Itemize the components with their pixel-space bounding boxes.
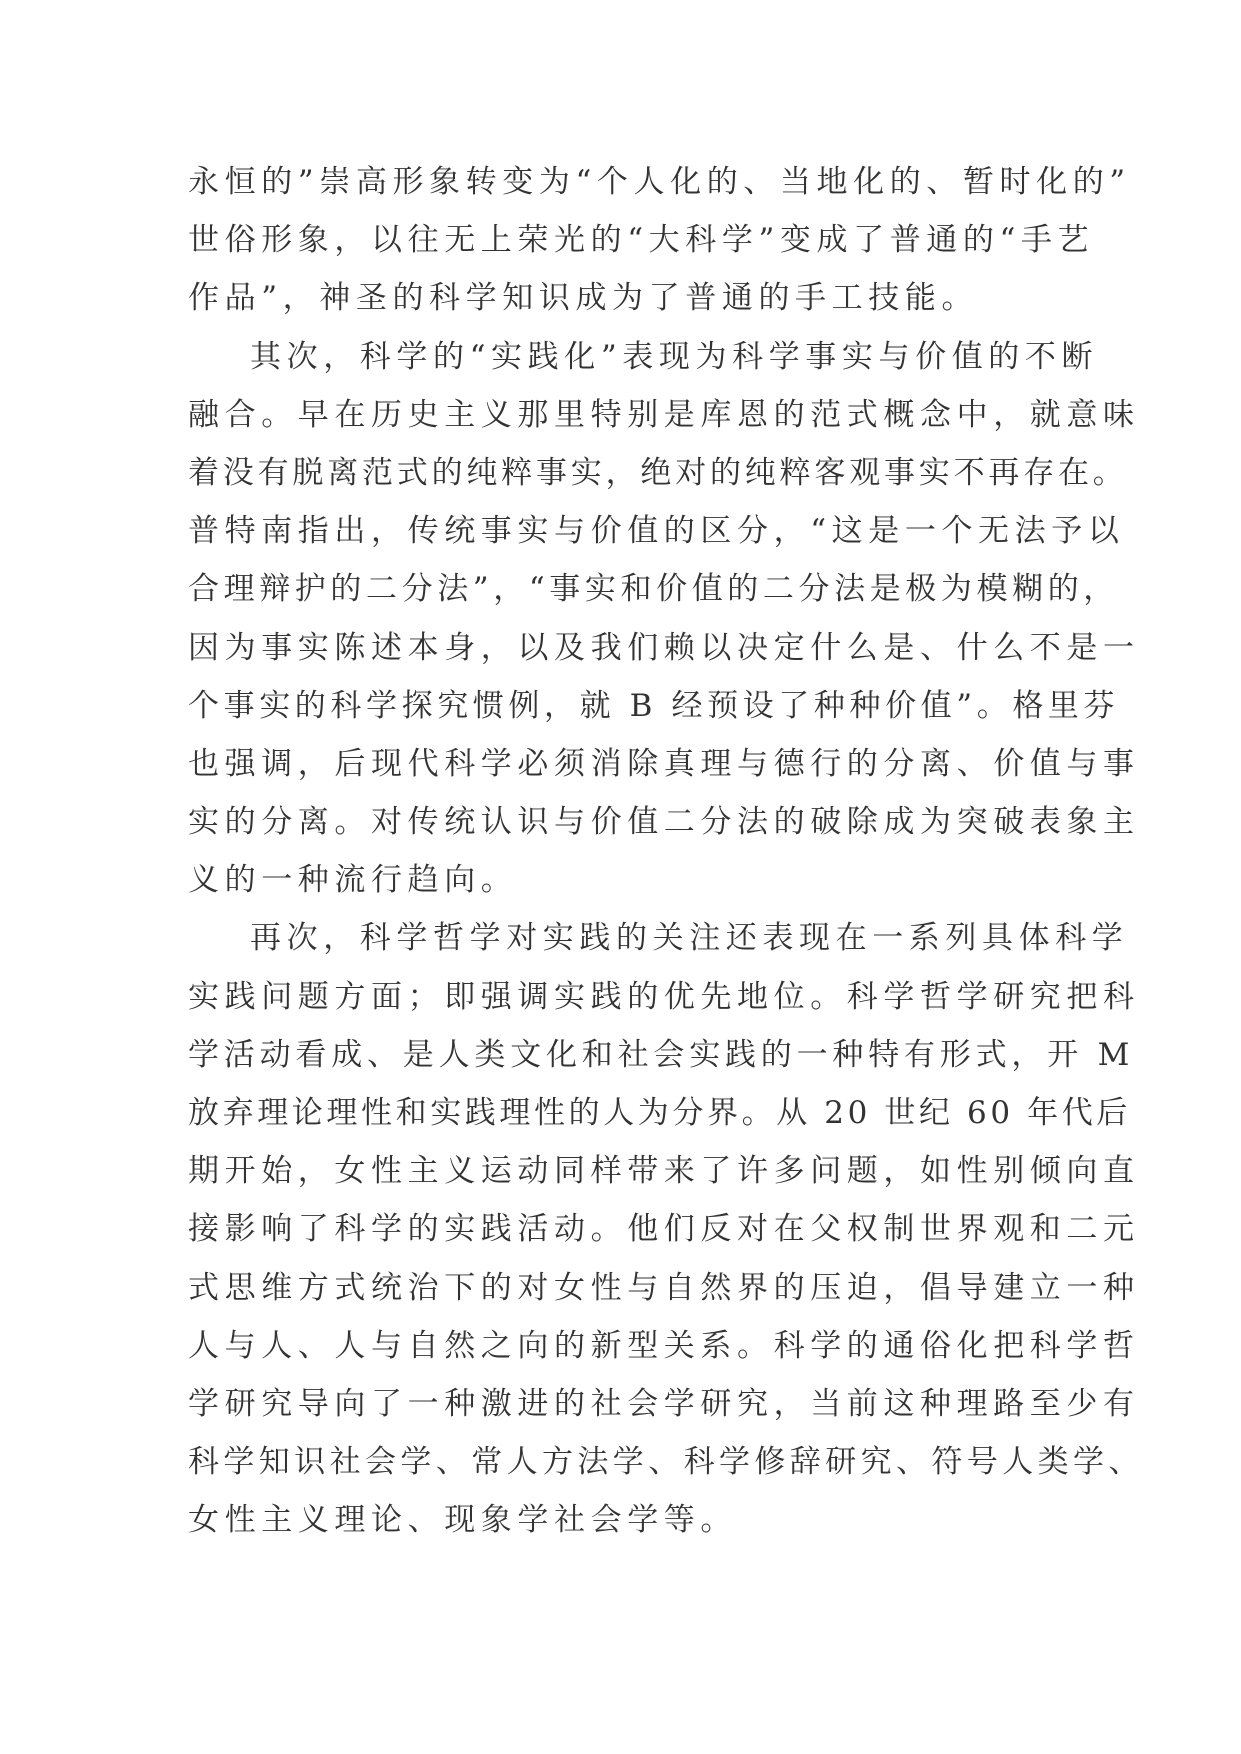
text-line: 世俗形象，以往无上荣光的“大科学”变成了普通的“手艺: [188, 222, 1095, 259]
text-line: 实践问题方面；即强调实践的优先地位。科学哲学研究把科: [188, 978, 1140, 1015]
text-line: 因为事实陈述本身，以及我们赖以决定什么是、什么不是一: [188, 629, 1140, 666]
text-line: 融合。早在历史主义那里特别是库恩的范式概念中，就意味: [188, 396, 1140, 433]
text-line: 个事实的科学探究惯例，就 B 经预设了种种价值”。格里芬: [188, 687, 1120, 724]
text-line: 义的一种流行趋向。: [188, 862, 518, 899]
text-line: 放弃理论理性和实践理性的人为分界。从 20 世纪 60 年代后: [188, 1095, 1131, 1131]
text-line-indent: 再次，科学哲学对实践的关注还表现在一系列具体科学: [250, 920, 1129, 957]
text-line: 作品”，神圣的科学知识成为了普通的手工技能。: [188, 280, 979, 317]
text-line: 接影响了科学的实践活动。他们反对在父权制世界观和二元: [188, 1211, 1140, 1248]
text-line: 合理辩护的二分法”，“事实和价值的二分法是极为模糊的，: [188, 571, 1119, 608]
text-line: 人与人、人与自然之向的新型关系。科学的通俗化把科学哲: [188, 1327, 1140, 1364]
text-line: 期开始，女性主义运动同样带来了许多问题，如性别倾向直: [188, 1153, 1140, 1190]
text-line: 着没有脱离范式的纯粹事实，绝对的纯粹客观事实不再存在。: [188, 454, 1128, 491]
text-line: 式思维方式统治下的对女性与自然界的压迫，倡导建立一种: [188, 1269, 1140, 1306]
text-line: 永恒的”崇高形象转变为“个人化的、当地化的、暂时化的”: [188, 164, 1131, 200]
text-line: 也强调，后现代科学必须消除真理与德行的分离、价值与事: [188, 745, 1140, 782]
text-line: 女性主义理论、现象学社会学等。: [188, 1502, 737, 1539]
text-line-indent: 其次，科学的“实践化”表现为科学事实与价值的不断: [250, 338, 1099, 375]
text-line: 普特南指出，传统事实与价值的区分，“这是一个无法予以: [188, 513, 1125, 550]
body-text: [188, 160, 1144, 1557]
text-line: 科学知识社会学、常人方法学、科学修辞研究、符号人类学、: [188, 1444, 1144, 1481]
text-line: 学研究导向了一种激进的社会学研究，当前这种理路至少有: [188, 1385, 1140, 1422]
text-line: 实的分离。对传统认识与价值二分法的破除成为突破表象主: [188, 804, 1140, 841]
text-line: 学活动看成、是人类文化和社会实践的一种特有形式，开 M: [188, 1036, 1135, 1073]
